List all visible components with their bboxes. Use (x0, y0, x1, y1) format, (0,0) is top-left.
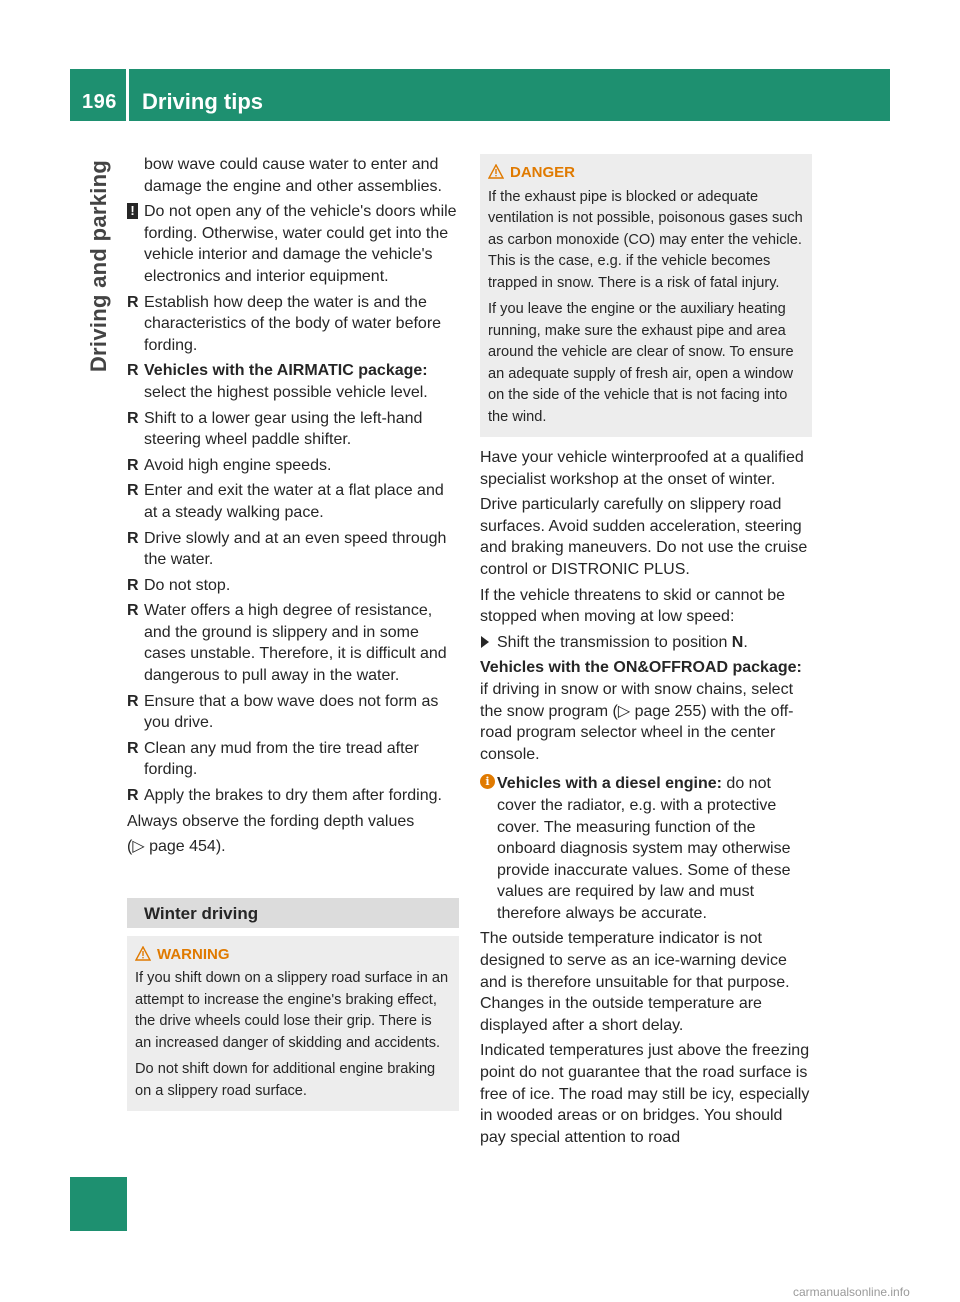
bullet-icon: R (127, 602, 139, 620)
chapter-side-tab (70, 121, 127, 411)
bullet-item (127, 480, 459, 523)
left-column (127, 154, 459, 1111)
bullet-item (127, 408, 459, 451)
warning-label: WARNING (157, 945, 230, 963)
section-heading: Winter driving (127, 898, 459, 928)
bullet-icon: R (127, 692, 139, 710)
bullet-item (127, 738, 459, 781)
fording-bullet-list (127, 292, 459, 807)
warning-paragraph-1: If you shift down on a slippery road surface in an attempt to increase the engine's braking effect, the drive wheels could lose their grip. There is an increased danger of skidding and accidents. (135, 970, 449, 1051)
bullet-item (127, 292, 459, 357)
footer-watermark: carmanualsonline.info (793, 1285, 910, 1299)
note-exclamation (127, 201, 459, 287)
info-icon: i (480, 774, 495, 789)
danger-paragraph-1: If the exhaust pipe is blocked or adequate ventilation is not possible, poisonous gases such as carbon monoxide (CO) may enter the vehicle. This is the case, e.g. if the vehicle becomes trapped in snow. There is a risk of fatal injury. (488, 188, 803, 291)
paragraph-onoffroad (480, 657, 812, 765)
bullet-item (127, 455, 459, 477)
info-bold: Vehicles with a diesel engine: (497, 775, 722, 793)
warning-paragraph-2: Do not shift down for additional engine braking on a slippery road surface. (135, 1061, 436, 1099)
warning-triangle-icon (488, 164, 504, 179)
onoffroad-text: if driving in snow or with snow chains, select the snow program (▷ page 255) with the off-road program selector wheel in the center console. (480, 680, 794, 763)
paragraph-freezing-point: Indicated temperatures just above the freezing point do not guarantee that the road surface is free of ice. The road may still be icy, especially in wooded areas or on bridges. You should pay special attention to road (480, 1042, 810, 1146)
step-text: Shift the transmission to position (497, 633, 728, 651)
bullet-icon: R (127, 529, 139, 547)
bullet-item (127, 691, 459, 734)
onoffroad-bold: Vehicles with the ON&OFFROAD package: (480, 659, 802, 677)
danger-paragraph-2: If you leave the engine or the auxiliary heating running, make sure the exhaust pipe and area around the vehicle are clear of snow. To ensure an adequate supply of fresh air, open a window on the side of the vehicle that is not facing into the wind. (488, 301, 794, 425)
info-note (480, 773, 812, 924)
bullet-item (127, 575, 459, 597)
bullet-icon: R (127, 576, 139, 594)
right-column (480, 154, 812, 1152)
bullet-text: Shift to a lower gear using the left-hand steering wheel paddle shifter. (144, 409, 423, 449)
info-text: do not cover the radiator, e.g. with a protective cover. The measuring function of the onboard diagnosis system may otherwise provide inaccurate values. Some of these values are required by law and must therefore always be accurate. (497, 775, 791, 922)
bullet-text: Apply the brakes to dry them after fording. (144, 787, 442, 805)
bullet-item (127, 360, 459, 403)
bullet-text: Drive slowly and at an even speed through the water. (144, 529, 447, 569)
note-text: Do not open any of the vehicle's doors while fording. Otherwise, water could get into the vehicle interior and damage the vehicle's electronics and interior equipment. (144, 203, 457, 285)
step-end: . (743, 633, 748, 651)
danger-box (480, 154, 812, 437)
bullet-icon: R (127, 293, 139, 311)
bullet-text: Clean any mud from the tire tread after fording. (144, 739, 419, 779)
header-divider (126, 69, 129, 121)
bullet-icon: R (127, 739, 139, 757)
chapter-marker-block (70, 1177, 127, 1231)
chapter-label: Driving and parking (85, 159, 111, 373)
bullet-item (127, 785, 459, 807)
bullet-text: Establish how deep the water is and the characteristics of the body of water before fording. (144, 293, 442, 354)
page-title: Driving tips (142, 89, 264, 114)
paragraph-temperature-indicator: The outside temperature indicator is not designed to serve as an ice-warning device and is therefore unsuitable for that purpose. Changes in the outside temperature are displayed after a short delay. (480, 930, 790, 1034)
bullet-icon: R (127, 482, 139, 500)
paragraph-slippery: Drive particularly carefully on slippery road surfaces. Avoid sudden acceleration, steering and braking maneuvers. Do not use the cruise control or DISTRONIC PLUS. (480, 496, 808, 578)
danger-title (488, 162, 804, 184)
bullet-text: Do not stop. (144, 576, 231, 594)
danger-label: DANGER (510, 164, 576, 181)
bullet-text: select the highest possible vehicle level. (144, 383, 428, 401)
continuation-text: bow wave could cause water to enter and damage the engine and other assemblies. (144, 156, 442, 195)
warning-title (135, 944, 451, 966)
bullet-icon: R (127, 787, 139, 805)
paragraph-skid: If the vehicle threatens to skid or cannot be stopped when moving at low speed: (480, 586, 786, 626)
step-position: N (731, 633, 744, 651)
bullet-text: Avoid high engine speeds. (144, 456, 332, 474)
bullet-bold-text: Vehicles with the AIRMATIC package: (144, 362, 428, 380)
bullet-text: Ensure that a bow wave does not form as you drive. (144, 692, 439, 732)
bullet-text: Enter and exit the water at a flat place and at a steady walking pace. (144, 482, 444, 521)
bullet-item (127, 528, 459, 571)
bullet-icon: R (127, 362, 139, 380)
bullet-item (127, 600, 459, 686)
arrow-icon (481, 636, 489, 648)
paragraph-winterproof: Have your vehicle winterproofed at a qualified specialist workshop at the onset of winter. (480, 449, 804, 488)
warning-triangle-icon (135, 946, 151, 961)
bullet-icon: R (127, 456, 139, 474)
fording-ref-line1: Always observe the fording depth values (127, 812, 415, 830)
fording-ref-line2: (▷ page 454). (127, 838, 226, 856)
exclamation-icon: ! (127, 203, 138, 219)
bullet-icon: R (127, 409, 139, 427)
bullet-text: Water offers a high degree of resistance, and the ground is slippery and in some cases unstable. Therefore, it is difficult and dangerous to pull away in the water. (144, 602, 447, 685)
page-number: 196 (82, 91, 117, 113)
instruction-step (480, 632, 812, 654)
page-header (70, 69, 890, 121)
warning-box (127, 936, 459, 1112)
